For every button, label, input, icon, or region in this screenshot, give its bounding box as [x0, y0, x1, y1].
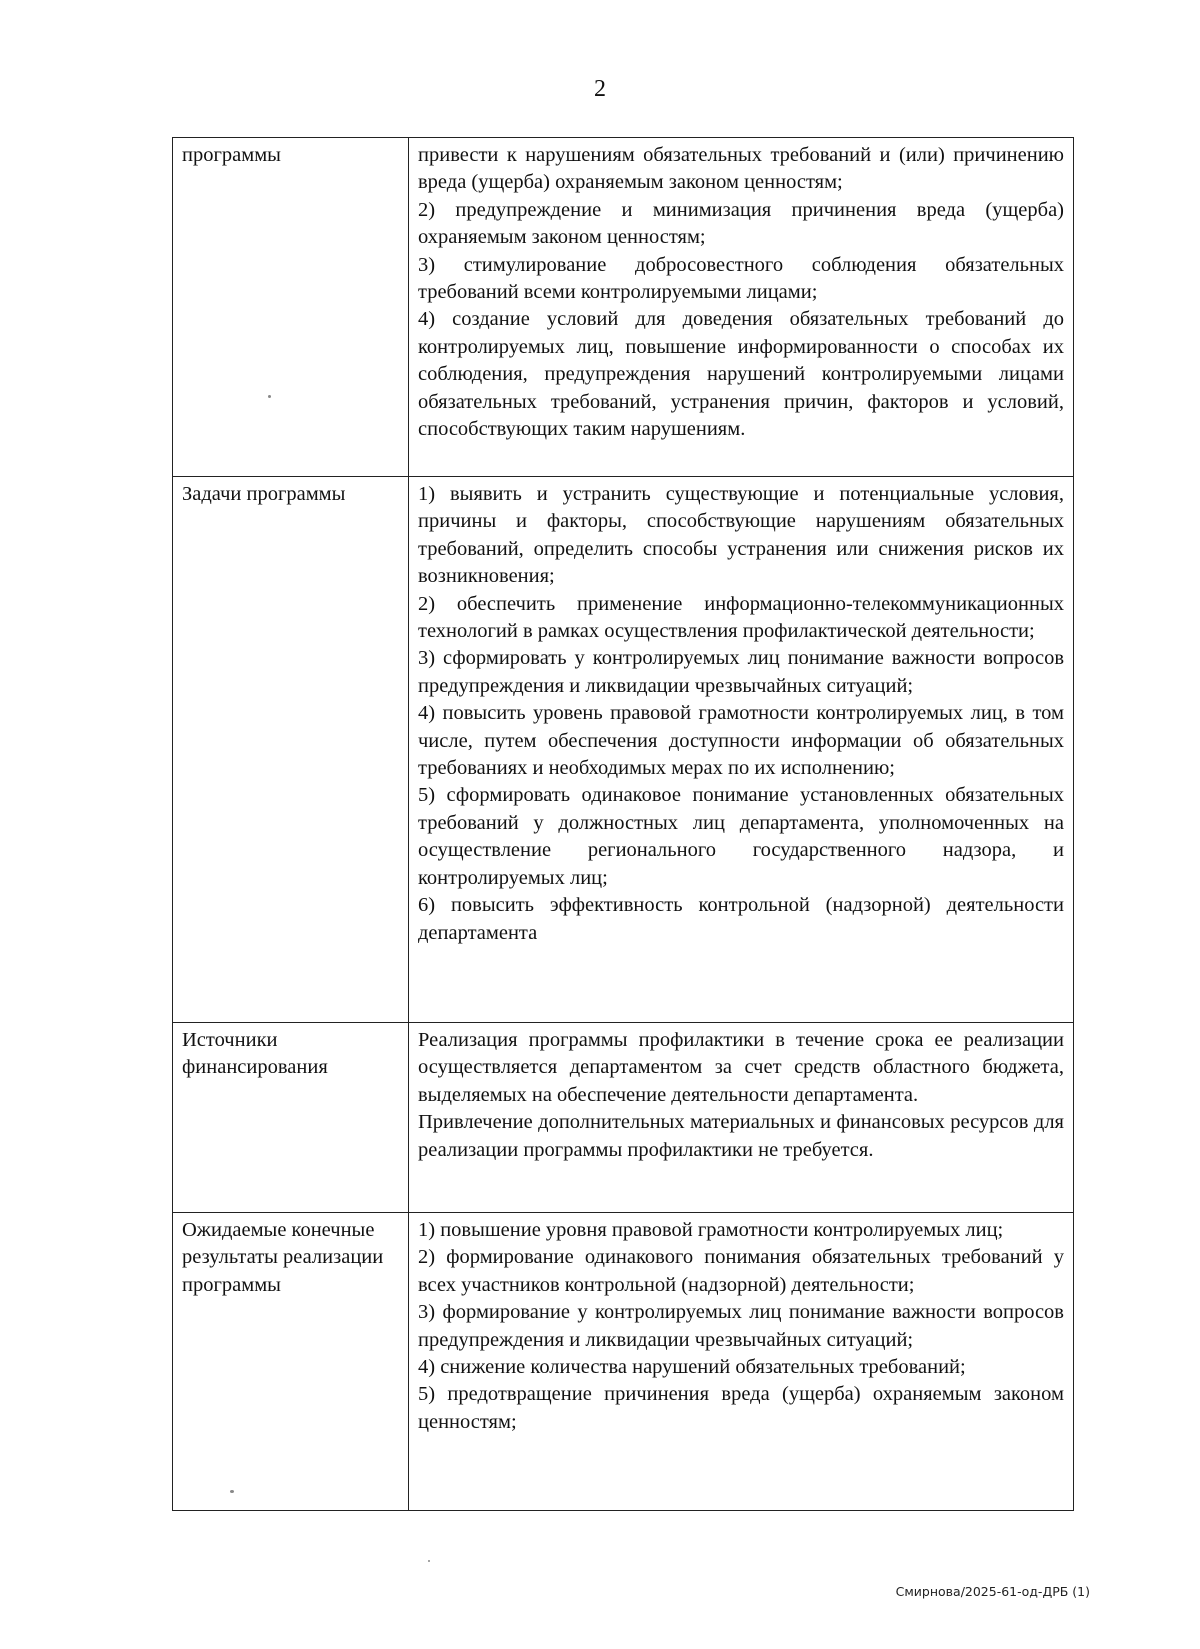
- paragraph: 2) обеспечить применение информационно-телекоммуникационных технологий в рамках осуществления профилактической деятельности;: [418, 592, 1064, 643]
- table-row: [173, 477, 1074, 1023]
- paragraph: 2) предупреждение и минимизация причинения вреда (ущерба) охраняемым законом ценностям;: [418, 198, 1064, 249]
- paragraph: привести к нарушениям обязательных требований и (или) причинению вреда (ущерба) охраняемым законом ценностям;: [418, 144, 1064, 194]
- row-label: Источники финансирования: [173, 1023, 409, 1213]
- paragraph: 6) повысить эффективность контрольной (надзорной) деятельности департамента: [418, 894, 1064, 944]
- paragraph: 4) создание условий для доведения обязательных требований до контролируемых лиц, повышение информированности о способах их соблюдения, предупреждения нарушений контролируемыми лицами обязательных требований, устранения причин, факторов и условий, способствующих таким нарушениям.: [418, 308, 1064, 441]
- paragraph: Привлечение дополнительных материальных и финансовых ресурсов для реализации программы профилактики не требуется.: [418, 1111, 1064, 1161]
- paragraph: 3) формирование у контролируемых лиц понимание важности вопросов предупреждения и ликвидации чрезвычайных ситуаций;: [418, 1301, 1064, 1351]
- scan-speck: [230, 1490, 234, 1493]
- paragraph: 4) снижение количества нарушений обязательных требований;: [418, 1356, 966, 1379]
- program-table: [172, 137, 1074, 1511]
- paragraph: 3) стимулирование добросовестного соблюдения обязательных требований всеми контролируемыми лицами;: [418, 253, 1064, 304]
- scan-speck: [268, 395, 271, 398]
- paragraph: 5) предотвращение причинения вреда (ущерба) охраняемым законом ценностям;: [418, 1383, 1064, 1433]
- row-content: [409, 1023, 1074, 1213]
- table-row: [173, 1023, 1074, 1213]
- paragraph: Реализация программы профилактики в течение срока ее реализации осуществляется департаментом за счет средств областного бюджета, выделяемых на обеспечение деятельности департамента.: [418, 1029, 1064, 1106]
- scan-speck: [428, 1560, 430, 1562]
- table-row: [173, 138, 1074, 477]
- table-row: [173, 1213, 1074, 1511]
- paragraph: 4) повысить уровень правовой грамотности контролируемых лиц, в том числе, путем обеспечения доступности информации об обязательных требованиях и необходимых мерах по их исполнению;: [418, 702, 1064, 780]
- row-content: [409, 477, 1074, 1023]
- row-label: Ожидаемые конечные результаты реализации программы: [173, 1213, 409, 1511]
- row-label: программы: [173, 138, 409, 477]
- row-label: Задачи программы: [173, 477, 409, 1023]
- paragraph: 2) формирование одинакового понимания обязательных требований у всех участников контрольной (надзорной) деятельности;: [418, 1246, 1064, 1296]
- paragraph: 3) сформировать у контролируемых лиц понимание важности вопросов предупреждения и ликвидации чрезвычайных ситуаций;: [418, 647, 1064, 697]
- document-footer: Смирнова/2025-61-од-ДРБ (1): [895, 1584, 1090, 1599]
- paragraph: 1) повышение уровня правовой грамотности контролируемых лиц;: [418, 1219, 1004, 1241]
- paragraph: 5) сформировать одинаковое понимание установленных обязательных требований у должностных лиц департамента, уполномоченных на осуществление регионального государственного надзора, и контролируемых лиц;: [418, 784, 1064, 889]
- page-number: 2: [594, 76, 606, 102]
- paragraph: 1) выявить и устранить существующие и потенциальные условия, причины и факторы, способствующие нарушениям обязательных требований, определить способы устранения или снижения рисков их возникновения;: [418, 483, 1064, 588]
- row-content: [409, 138, 1074, 477]
- row-content: [409, 1213, 1074, 1511]
